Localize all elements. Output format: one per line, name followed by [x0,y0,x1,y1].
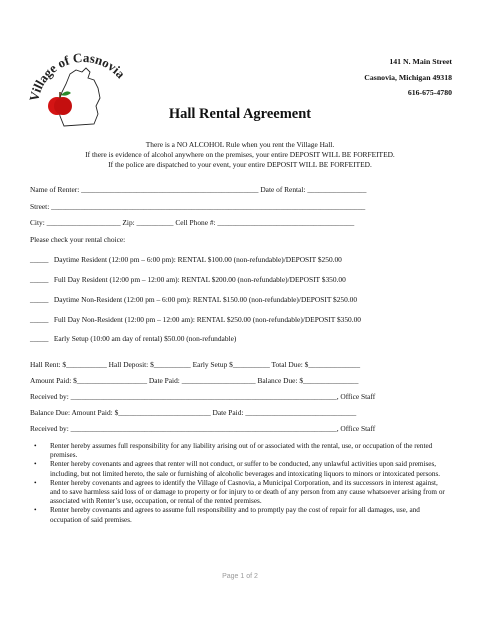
choice-label: Early Setup (10:00 am day of rental) $50.00 (non-refundable) [53,334,237,343]
terms-text: Renter hereby covenants and agrees to identify the Village of Casnovia, a Municipal Corporation, and its successors in interest against, and to save harmless said loss of or damage to property or for injury to or death of any person from any cause whatsoever arising from or associated with Renter’s use, occupation, or rental of the rented premises. [50,478,445,506]
page-title: Hall Rental Agreement [168,106,312,122]
terms-text: Renter hereby covenants and agrees to assume full responsibility and to promptly pay the cost of repair for all damages, use, and occupation of said premises. [50,506,420,524]
choice-daytime-resident [30,256,342,263]
terms-item [30,442,450,460]
balance-due-line: Balance Due: Amount Paid: $_________________________ Date Paid: ______________________________ [30,408,357,417]
amount-paid-line: Amount Paid: $___________________ Date Paid: ____________________ Balance Due: $_______________ [30,376,359,385]
choice-early-setup [30,335,236,342]
notice-line-2: If there is evidence of alcohol anywhere on the premises, your entire DEPOSIT WILL BE FORFEITED. [85,150,395,159]
address-street: 141 N. Main Street [389,57,452,66]
terms-text: Renter hereby assumes full responsibility for any liability arising out of or associated with the rental, use, or occupation of the rented premises. [50,442,433,460]
logo-text: Village of Casnovia [26,49,129,103]
choice-blank: _____ [30,315,49,324]
address-phone: 616-675-4780 [407,88,452,97]
terms-text: Renter hereby covenants and agrees that renter will not conduct, or suffer to be conducted, any unlawful activities upon said premises, including, but not limited hereto, the sale or furnishing of alcoholic beverages and intoxicating liquors to minors or intoxicated persons. [50,460,441,478]
notice-line-3: If the police are dispatched to your event, your entire DEPOSIT WILL BE FORFEITED. [108,160,372,169]
terms-item [30,506,450,524]
svg-text:Village of Casnovia [26,50,129,103]
page-number: Page 1 of 2 [222,573,258,580]
bullet-icon: • [34,442,37,450]
bullet-icon: • [34,478,37,487]
street-line: Street: _____________________________________________________________________________________ [30,202,366,211]
choice-fullday-nonresident [30,316,361,323]
choice-blank: _____ [30,255,49,264]
fees-line: Hall Rent: $___________ Hall Deposit: $__________ Early Setup $__________ Total Due: $______________ [30,360,361,369]
choice-label: Full Day Resident (12:00 pm – 12:00 am): RENTAL $200.00 (non-refundable)/DEPOSIT $350.00 [53,275,346,284]
renter-name-date-line: Name of Renter: ________________________________________________ Date of Rental: ________________ [30,185,367,194]
choice-daytime-nonresident [30,296,357,303]
bullet-icon: • [34,506,37,515]
choice-label: Daytime Non-Resident (12:00 pm – 6:00 pm): RENTAL $150.00 (non-refundable)/DEPOSIT $250.00 [53,295,358,304]
received-by-line-2: Received by: ________________________________________________________________________, Office Staff [30,424,376,433]
terms-item [30,460,450,478]
received-by-line-1: Received by: ________________________________________________________________________, Office Staff [30,392,376,401]
choice-blank: _____ [30,295,49,304]
choice-fullday-resident [30,276,346,283]
bullet-icon: • [34,460,37,469]
city-zip-phone-line: City: ____________________ Zip: __________ Cell Phone #: _____________________________________ [30,218,355,227]
choice-label: Daytime Resident (12:00 pm – 6:00 pm): RENTAL $100.00 (non-refundable)/DEPOSIT $250.00 [53,255,342,264]
address-city: Casnovia, Michigan 49318 [364,73,452,82]
terms-item [30,479,450,507]
choice-label: Full Day Non-Resident (12:00 pm – 12:00 am): RENTAL $250.00 (non-refundable)/DEPOSIT $350.00 [53,315,361,324]
notice-line-1: There is a NO ALCOHOL Rule when you rent the Village Hall. [145,140,335,149]
terms-list [30,442,450,525]
choice-blank: _____ [30,275,49,284]
choice-blank: _____ [30,334,49,343]
rental-choice-instruction: Please check your rental choice: [30,235,126,244]
